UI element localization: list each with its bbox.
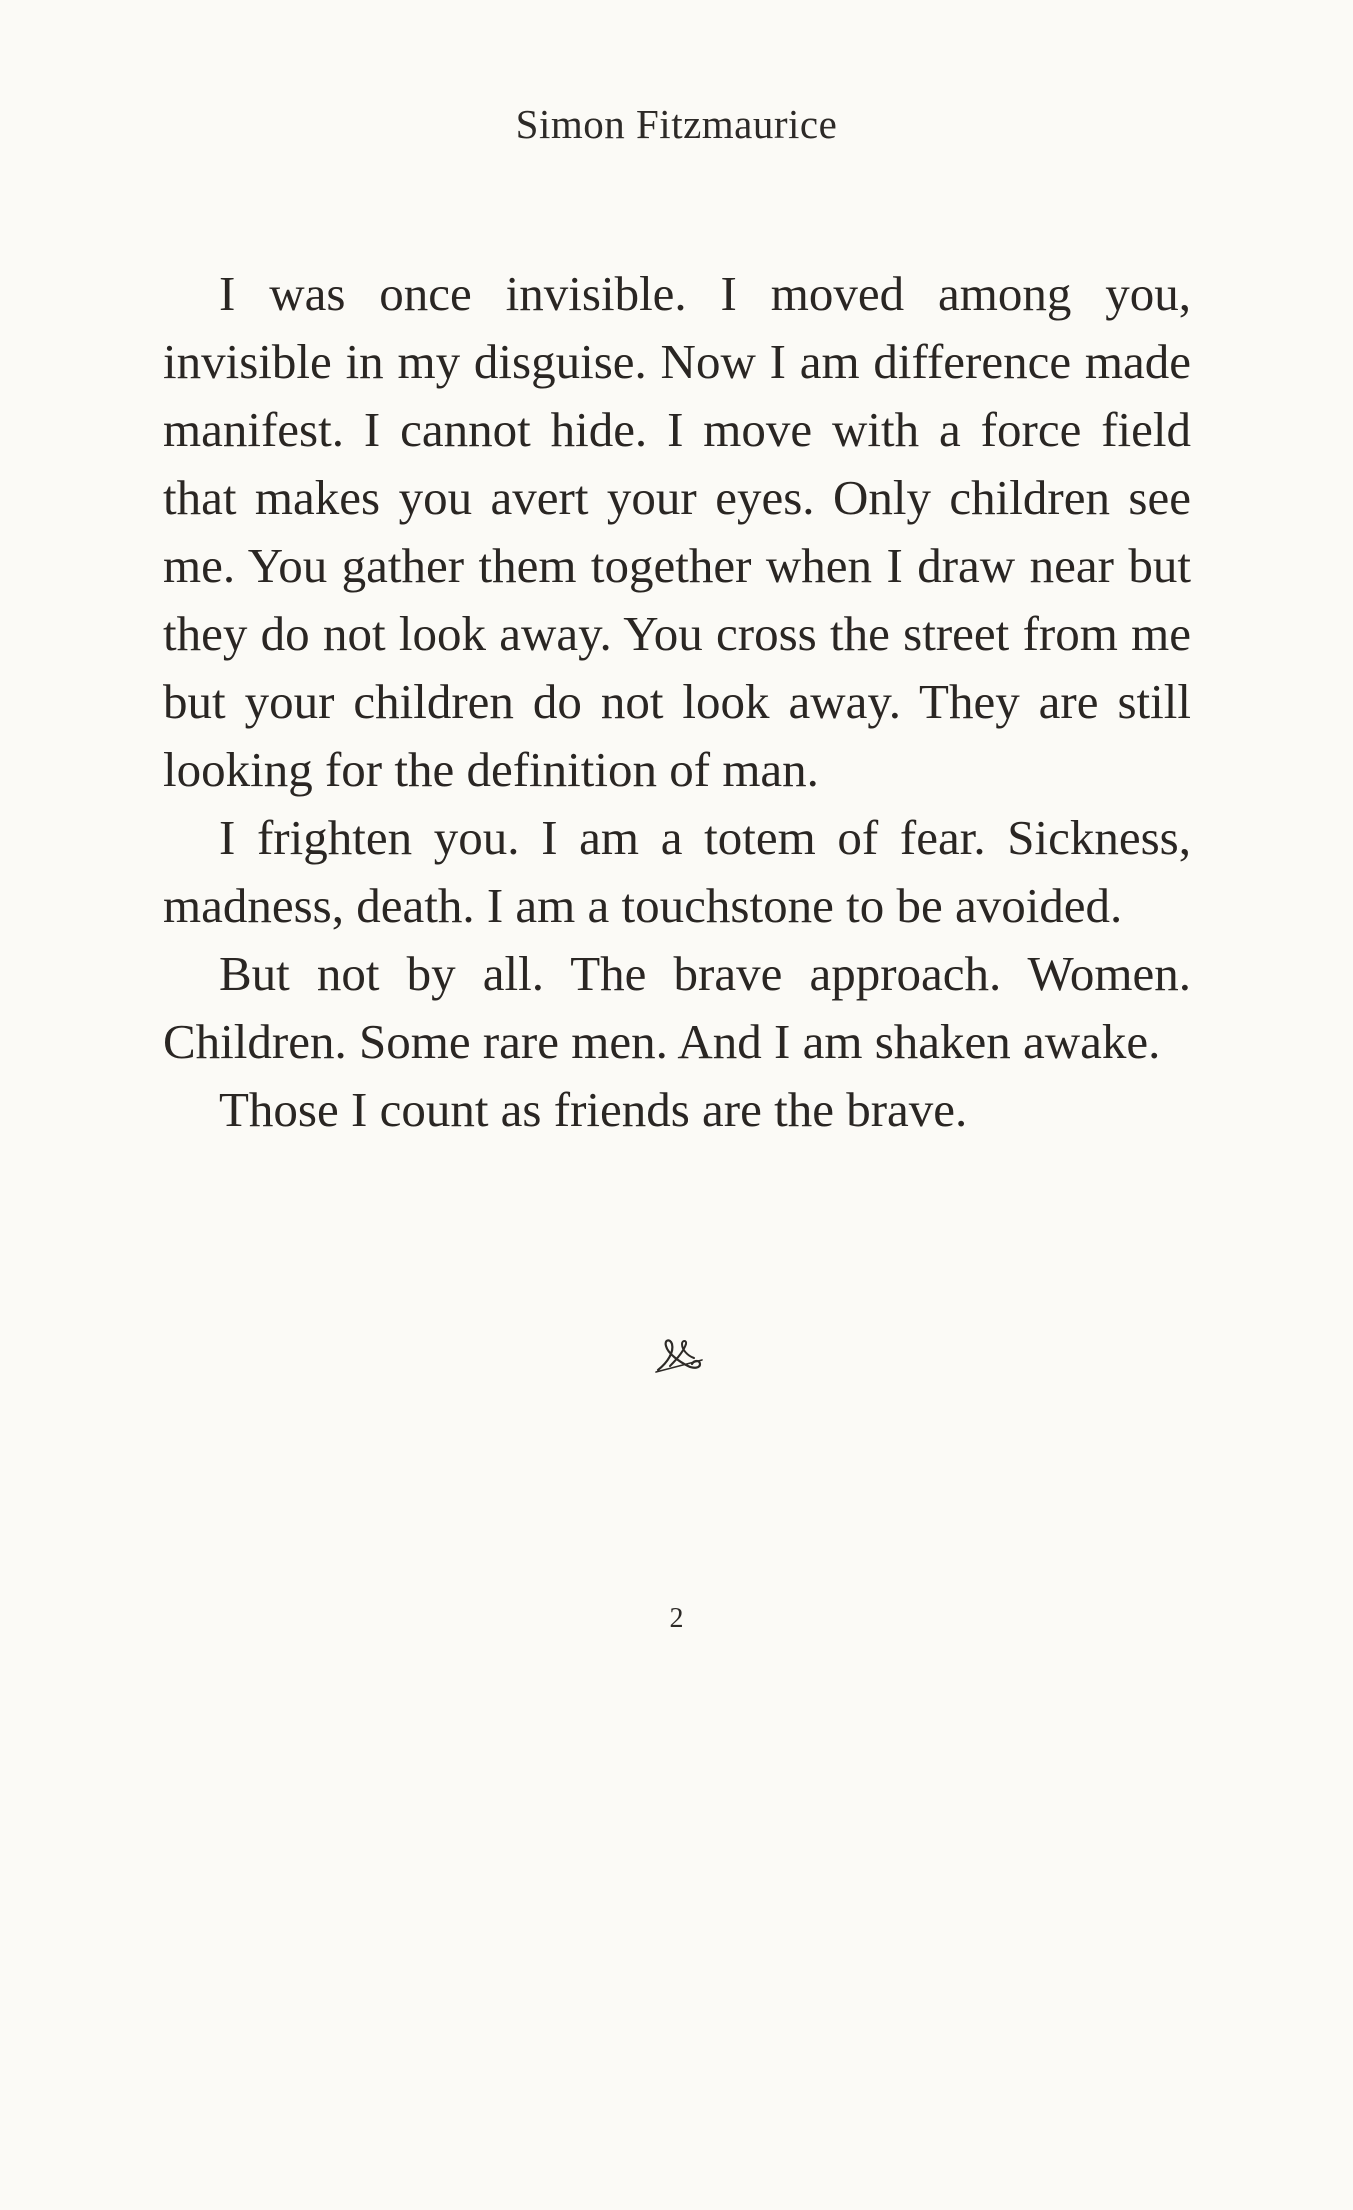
- section-break-flourish-icon: [654, 1336, 704, 1376]
- paragraph-2: I frighten you. I am a totem of fear. Sickness, madness, death. I am a touchstone to be avoided.: [163, 810, 1191, 933]
- paragraph-1: I was once invisible. I moved among you, invisible in my disguise. Now I am difference made manifest. I cannot hide. I move with a force field that makes you avert your eyes. Only children see me. You gather them together when I draw near but they do not look away. You cross the street from me but your children do not look away. They are still looking for the definition of man.: [163, 266, 1191, 797]
- paragraph-3: But not by all. The brave approach. Women. Children. Some rare men. And I am shaken awake.: [163, 946, 1191, 1069]
- body-text: [163, 260, 1191, 1144]
- running-head: Simon Fitzmaurice: [515, 101, 838, 147]
- paragraph-4: Those I count as friends are the brave.: [219, 1082, 968, 1137]
- page-number: 2: [669, 1603, 684, 1634]
